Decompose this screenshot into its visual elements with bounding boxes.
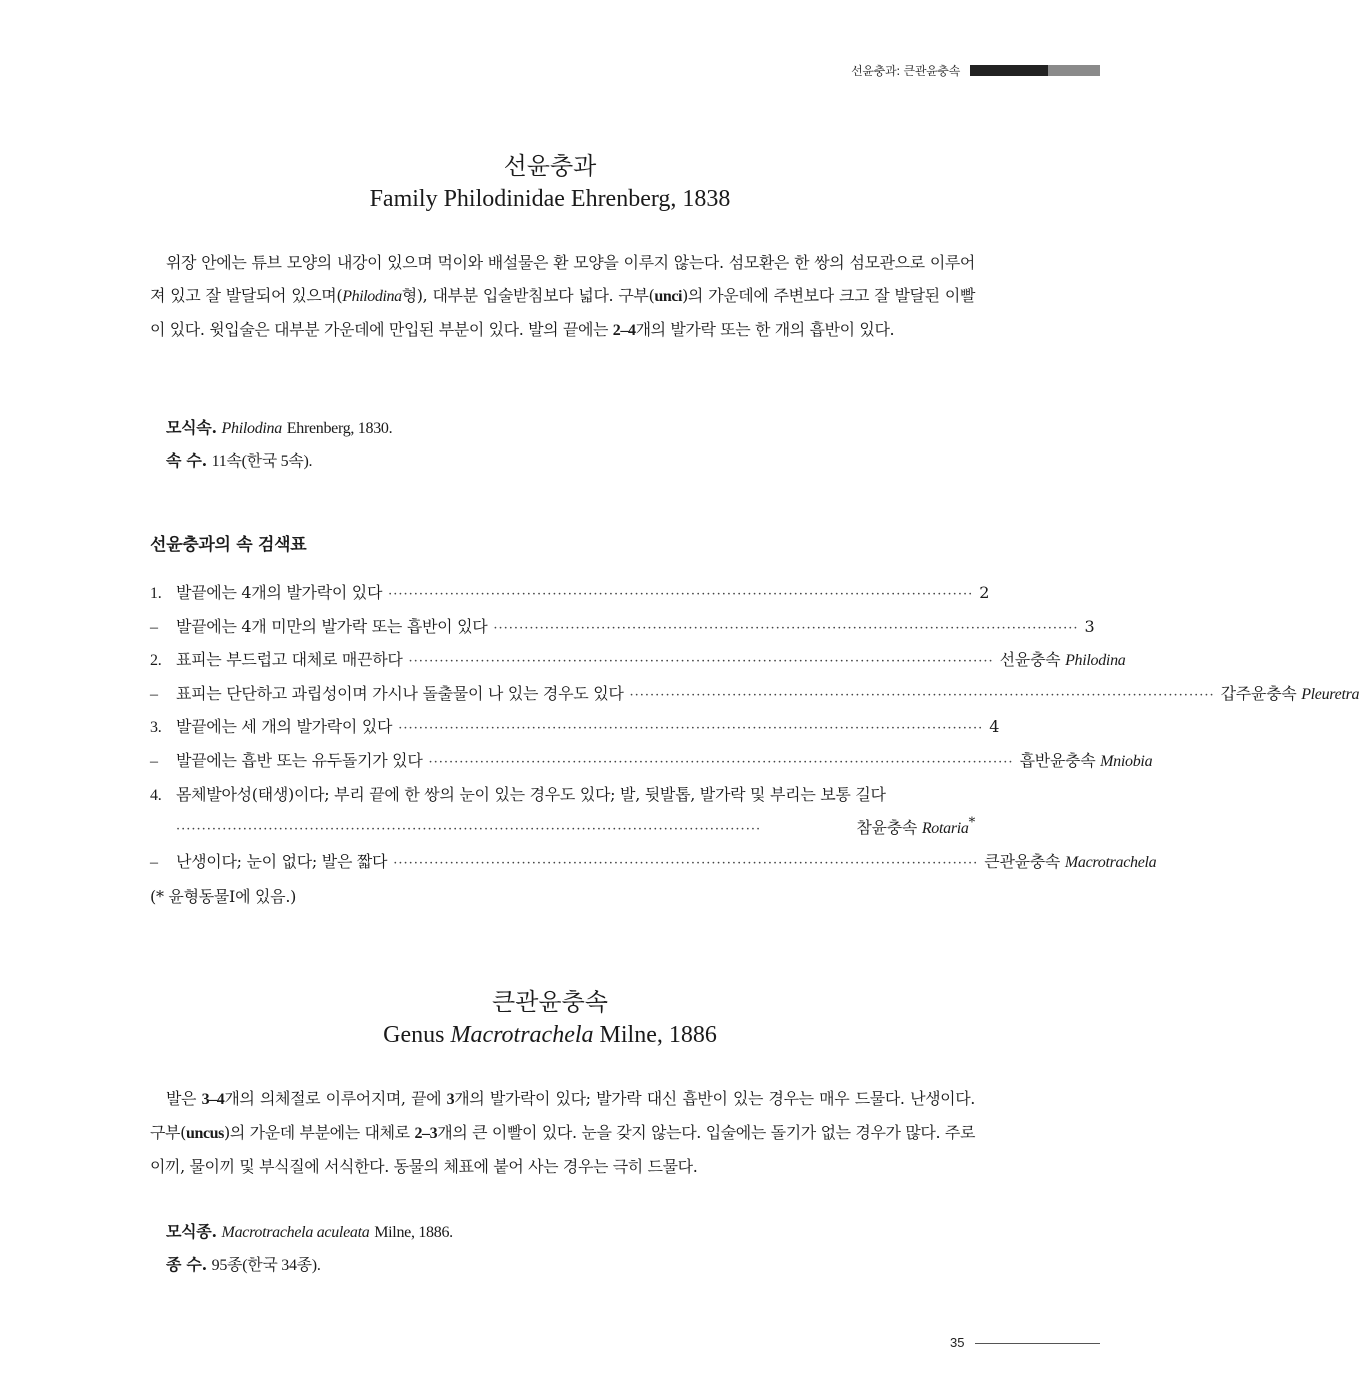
key-result-text: 선윤충속 xyxy=(999,650,1066,670)
key-mark: 4. xyxy=(150,786,162,804)
key-result-latin: Macrotrachela xyxy=(1064,853,1157,871)
key-mark: – xyxy=(150,685,158,703)
key-text: 발끝에는 4개 미만의 발가락 또는 흡반이 있다 xyxy=(176,616,488,636)
key-result xyxy=(856,815,975,838)
key-row xyxy=(150,681,1359,715)
text-run: 발은 xyxy=(166,1089,202,1108)
number-range: 3–4 xyxy=(201,1091,225,1108)
genus-title-en xyxy=(0,1018,1100,1052)
key-mark: – xyxy=(150,752,158,770)
page-number: 35 xyxy=(950,1335,965,1350)
text-run: 개의 발가락이 있다; 발가락 대신 흡반이 있는 경우는 매우 드물다. 난생이다. 구부( xyxy=(150,1089,975,1142)
family-title-en: Family Philodinidae Ehrenberg, 1838 xyxy=(369,186,731,212)
key-mark: – xyxy=(150,853,158,871)
key-result-latin: Pleuretra xyxy=(1301,685,1359,703)
key-result-text: 2 xyxy=(979,583,990,602)
genus-description xyxy=(150,1082,975,1183)
key-result xyxy=(989,717,999,737)
key-leader: ·················································································································· xyxy=(428,754,1014,770)
page-number-rule xyxy=(975,1343,1100,1344)
key-text: 발끝에는 4개의 발가락이 있다 xyxy=(176,583,383,602)
type-species xyxy=(166,1216,453,1249)
running-header xyxy=(851,62,1100,78)
key-mark: 2. xyxy=(150,652,162,670)
type-genus xyxy=(166,412,392,445)
number-range: 2–4 xyxy=(612,322,636,339)
key-row xyxy=(150,849,1157,883)
genus-count-value: 11속(한국 5속). xyxy=(211,453,313,470)
species-count xyxy=(166,1249,453,1282)
text-run: )의 가운데에 주변보다 크고 잘 발달된 이빨이 있다. 윗입술은 대부분 가운데에 만입된 부분이 있다. 발의 끝에는 xyxy=(150,286,975,339)
genus-count xyxy=(166,445,392,478)
key-mark: 1. xyxy=(150,585,162,602)
number: 3 xyxy=(446,1091,455,1108)
key-row xyxy=(150,647,1126,681)
key-footnote: (* 윤형동물I에 있음.) xyxy=(150,887,297,907)
key-leader: ·················································································································· xyxy=(176,822,762,838)
key-result-text: 참윤충속 xyxy=(856,818,922,838)
type-species-label: 모식종. xyxy=(166,1222,217,1241)
text-run: 개의 의체절로 이루어지며, 끝에 xyxy=(224,1089,447,1108)
key-text: 몸체발아성(태생)이다; 부리 끝에 한 쌍의 눈이 있는 경우도 있다; 발, 뒷발톱, 발가락 및 부리는 보통 길다 xyxy=(176,784,886,804)
key-result-latin: Mniobia xyxy=(1100,752,1153,770)
key-text: 발끝에는 세 개의 발가락이 있다 xyxy=(176,717,393,737)
key-result-text: 흡반윤충속 xyxy=(1019,750,1101,770)
type-species-author: Milne, 1886. xyxy=(374,1224,453,1241)
identification-key xyxy=(150,580,1359,912)
type-genus-name: Philodina xyxy=(221,420,282,437)
key-result-text: 갑주윤충속 xyxy=(1220,683,1302,703)
key-result xyxy=(979,583,989,603)
key-leader: ·················································································································· xyxy=(493,620,1079,636)
key-row xyxy=(150,614,1095,648)
key-leader: ·················································································································· xyxy=(388,587,974,602)
text-run: 개의 큰 이빨이 있다. 눈을 갖지 않는다. 입술에는 돌기가 없는 경우가 많다. 주로 이끼, 물이끼 및 부식질에 서식한다. 동물의 체표에 붙어 사는 경우는 극히 드물다. xyxy=(150,1123,976,1176)
header-bar-dark xyxy=(970,65,1048,76)
key-mark: – xyxy=(150,618,158,636)
key-row xyxy=(150,714,1000,748)
genus-title-latin: Macrotrachela xyxy=(450,1022,594,1048)
key-result xyxy=(1085,617,1095,637)
text-run: )의 가운데 부분에는 대체로 xyxy=(224,1123,415,1142)
genus-title-suffix: Milne, 1886 xyxy=(593,1022,717,1048)
number-range: 2–3 xyxy=(414,1125,438,1142)
key-result-text: 3 xyxy=(1084,616,1095,636)
header-bar-gray xyxy=(1048,65,1100,76)
key-result-text: 큰관윤충속 xyxy=(984,851,1065,871)
key-leader: ·················································································································· xyxy=(629,687,1215,703)
key-row xyxy=(150,748,1153,782)
key-leader: ·················································································································· xyxy=(398,721,984,737)
family-description xyxy=(150,246,975,347)
footnote-marker: * xyxy=(968,815,975,831)
key-mark: 3. xyxy=(150,719,162,737)
term-unci: unci xyxy=(654,288,683,305)
key-text: 표피는 부드럽고 대체로 매끈하다 xyxy=(176,650,403,670)
text-run: 개의 발가락 또는 한 개의 흡반이 있다. xyxy=(635,320,895,339)
genus-title-prefix: Genus xyxy=(383,1022,451,1048)
key-result xyxy=(1221,681,1359,704)
species-count-label: 종 수. xyxy=(166,1255,207,1274)
genus-heading xyxy=(0,986,1100,1052)
family-title-ko: 선윤충과 xyxy=(503,152,597,180)
genus-count-label: 속 수. xyxy=(166,451,207,470)
key-result-latin: Philodina xyxy=(1065,652,1126,670)
family-heading xyxy=(0,150,1100,216)
running-header-text: 선윤충과: 큰관윤충속 xyxy=(851,63,960,78)
type-species-name: Macrotrachela aculeata xyxy=(221,1224,370,1241)
genus-title-ko: 큰관윤충속 xyxy=(492,988,608,1016)
genus-meta xyxy=(166,1216,453,1282)
key-result xyxy=(984,849,1156,872)
key-result xyxy=(1000,647,1126,670)
type-genus-author: Ehrenberg, 1830. xyxy=(286,420,393,437)
type-genus-label: 모식속. xyxy=(166,418,217,437)
key-row-continuation xyxy=(150,815,975,849)
key-result-text: 4 xyxy=(989,717,1000,737)
key-leader: ·················································································································· xyxy=(393,855,979,871)
key-text: 표피는 단단하고 과립성이며 가시나 돌출물이 나 있는 경우도 있다 xyxy=(176,683,624,703)
species-count-value: 95종(한국 34종). xyxy=(211,1257,321,1274)
key-text: 난생이다; 눈이 없다; 발은 짧다 xyxy=(176,851,388,871)
key-result xyxy=(1020,748,1153,771)
term-uncus: uncus xyxy=(185,1125,224,1142)
text-run: 위장 안에는 튜브 모양의 내강이 있으며 먹이와 배설물은 환 모양을 이루지 않는다. 섬모환은 한 쌍의 섬모관으로 이루어져 있고 잘 발달되어 있으며( xyxy=(150,253,975,305)
text-run: 형), 대부분 입술받침보다 넓다. 구부( xyxy=(401,286,655,305)
key-title: 선윤충과의 속 검색표 xyxy=(150,535,307,555)
key-row xyxy=(150,580,990,614)
key-result-latin: Rotaria xyxy=(921,820,969,838)
latin-term: Philodina xyxy=(342,288,402,305)
key-text: 발끝에는 흡반 또는 유두돌기가 있다 xyxy=(176,750,423,770)
family-meta xyxy=(166,412,392,478)
key-row xyxy=(150,782,975,816)
key-leader: ·················································································································· xyxy=(408,654,994,670)
